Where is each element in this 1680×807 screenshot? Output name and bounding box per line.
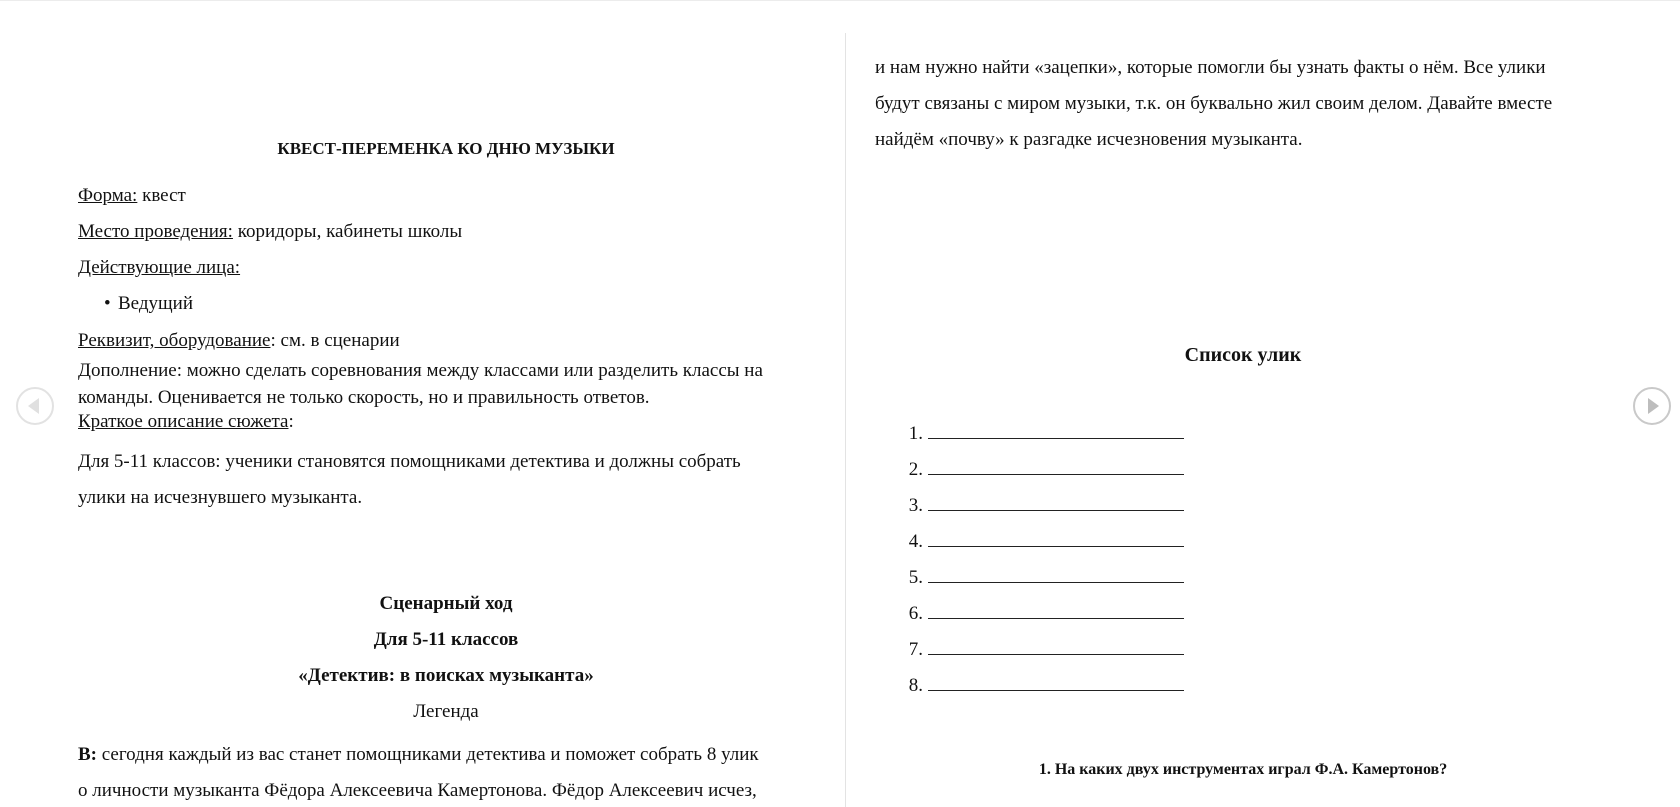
persons-field <box>78 257 814 279</box>
blank-line <box>928 653 1184 655</box>
persons-label: Действующие лица: <box>78 257 241 278</box>
props-label: Реквизит, оборудование <box>78 330 271 351</box>
scenario-heading: Сценарный ход <box>379 593 513 614</box>
plot-label: Краткое описание сюжета <box>78 411 289 432</box>
form-field <box>78 185 814 207</box>
plot-colon: : <box>288 411 294 432</box>
clue-number: 4. <box>908 531 923 552</box>
blank-line <box>928 581 1184 583</box>
intro-line-2: будут связаны с миром музыки, т.к. он буквально жил своим делом. Давайте вместе <box>875 93 1553 114</box>
addition-text <box>78 357 814 411</box>
list-item <box>901 661 1184 697</box>
clues-title: Список улик <box>1184 344 1302 366</box>
blank-line <box>928 617 1184 619</box>
list-item <box>901 409 1184 445</box>
blank-line <box>928 545 1184 547</box>
host-label: В: <box>78 744 97 765</box>
plot-line-1: Для 5-11 классов: ученики становятся помощниками детектива и должны собрать <box>78 451 741 472</box>
props-value: : см. в сценарии <box>270 330 400 351</box>
legend-heading: Легенда <box>413 701 479 722</box>
previous-page-button[interactable] <box>16 387 54 425</box>
person-name: Ведущий <box>118 293 193 314</box>
intro-text <box>875 50 1611 158</box>
clue-number: 6. <box>908 603 923 624</box>
plot-line-2: улики на исчезнувшего музыканта. <box>78 487 363 508</box>
form-label: Форма: <box>78 185 138 206</box>
clue-number: 8. <box>908 675 923 696</box>
persons-list-item <box>104 293 193 315</box>
props-field <box>78 330 814 352</box>
clue-number: 1. <box>908 423 923 444</box>
bullet-icon: • <box>104 293 111 314</box>
addition-line-1: Дополнение: можно сделать соревнования между классами или разделить классы на <box>78 360 763 381</box>
place-field <box>78 221 814 243</box>
question-1: 1. На каких двух инструментах играл Ф.А. Камертонов? <box>1038 761 1448 778</box>
place-label: Место проведения: <box>78 221 233 242</box>
clue-number: 3. <box>908 495 923 516</box>
form-value: квест <box>137 185 186 206</box>
list-item <box>901 589 1184 625</box>
host-speech <box>78 737 814 807</box>
blank-line <box>928 689 1184 691</box>
list-item <box>901 481 1184 517</box>
clue-number: 5. <box>908 567 923 588</box>
right-page <box>875 1 1615 807</box>
clue-number: 7. <box>908 639 923 660</box>
chevron-right-icon <box>1648 398 1659 414</box>
list-item <box>901 553 1184 589</box>
intro-line-3: найдём «почву» к разгадке исчезновения музыканта. <box>875 129 1303 150</box>
clue-list <box>901 409 1184 697</box>
plot-field <box>78 411 814 433</box>
place-value: коридоры, кабинеты школы <box>232 221 463 242</box>
addition-line-2: команды. Оценивается не только скорость, но и правильность ответов. <box>78 387 650 408</box>
next-page-button[interactable] <box>1633 387 1671 425</box>
blank-line <box>928 437 1184 439</box>
list-item <box>901 445 1184 481</box>
host-line-2: о личности музыканта Фёдора Алексеевича Камертонова. Фёдор Алексеевич исчез, <box>78 780 757 801</box>
intro-line-1: и нам нужно найти «зацепки», которые помогли бы узнать факты о нём. Все улики <box>875 57 1546 78</box>
list-item <box>901 517 1184 553</box>
blank-line <box>928 509 1184 511</box>
list-item <box>901 625 1184 661</box>
plot-text <box>78 444 814 516</box>
document-title: КВЕСТ-ПЕРЕМЕНКА КО ДНЮ МУЗЫКИ <box>277 139 615 158</box>
left-page <box>78 1 814 807</box>
chevron-left-icon <box>28 398 39 414</box>
quest-title: «Детектив: в поисках музыканта» <box>298 665 594 686</box>
host-line-1: сегодня каждый из вас станет помощниками детектива и поможет собрать 8 улик <box>97 744 759 765</box>
grades-heading: Для 5-11 классов <box>373 629 519 650</box>
page-divider <box>845 33 846 807</box>
blank-line <box>928 473 1184 475</box>
clue-number: 2. <box>908 459 923 480</box>
